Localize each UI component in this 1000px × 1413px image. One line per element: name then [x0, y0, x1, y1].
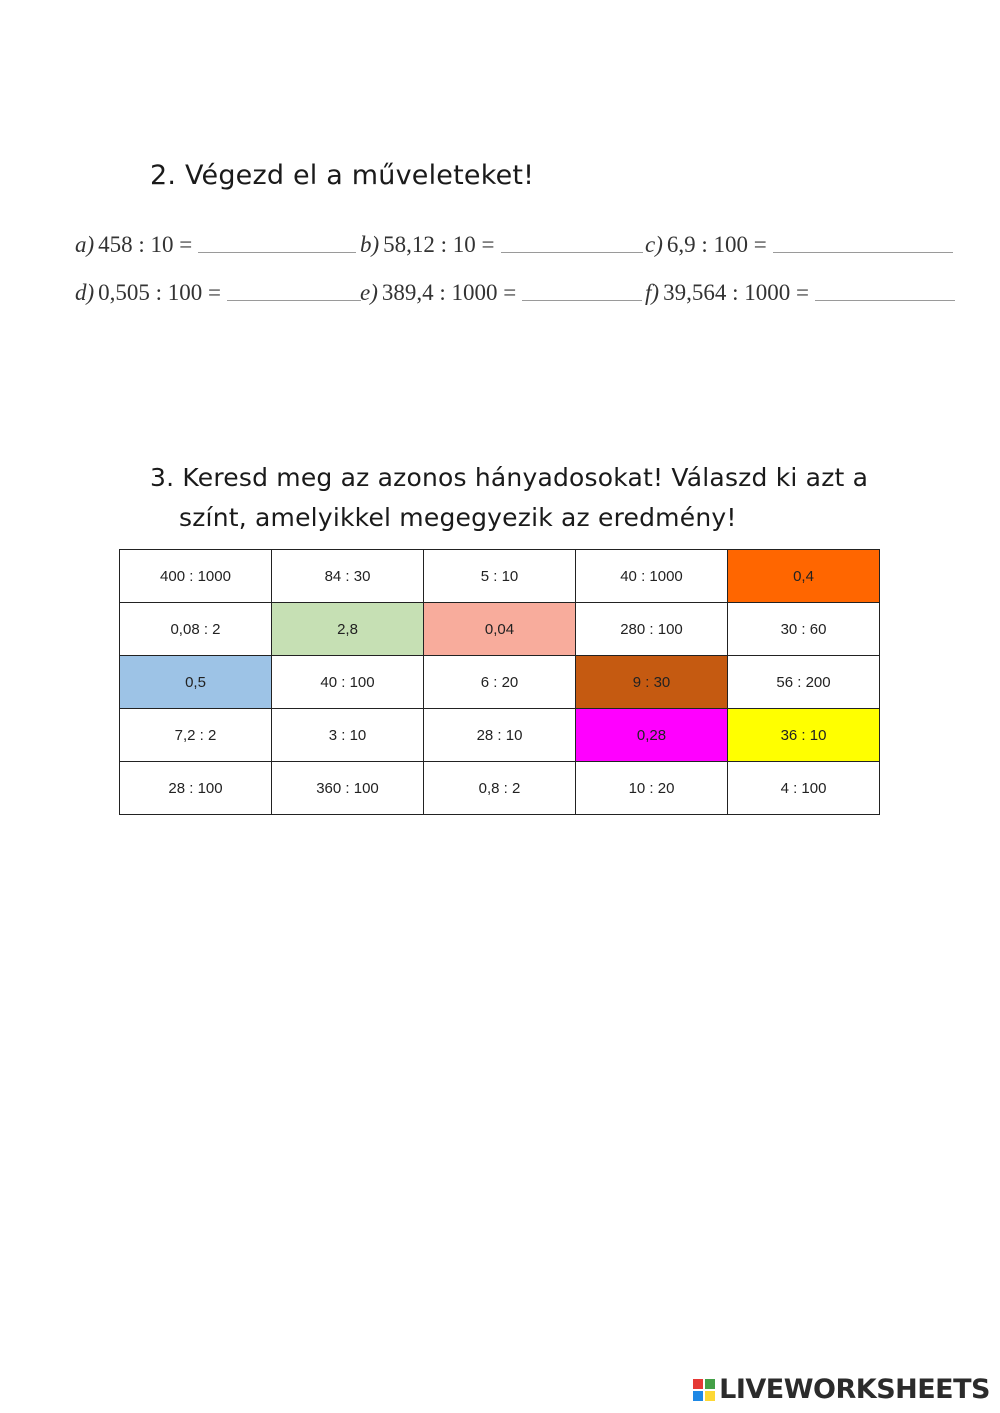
grid-cell[interactable]: 0,08 : 2: [120, 603, 272, 656]
exercise-expression: 0,505 : 100 =: [98, 280, 222, 305]
task-3-title-line-1: 3. Keresd meg az azonos hányadosokat! Válaszd ki azt a: [150, 463, 869, 492]
exercise-c: [645, 232, 953, 258]
task-3-title: [150, 458, 868, 538]
exercise-d: [75, 280, 361, 306]
grid-cell[interactable]: 0,28: [576, 709, 728, 762]
grid-cell[interactable]: 7,2 : 2: [120, 709, 272, 762]
grid-row: [120, 656, 880, 709]
answer-blank[interactable]: [773, 251, 953, 253]
exercise-label: f): [645, 280, 660, 305]
task-2-title: 2. Végezd el a műveleteket!: [150, 160, 535, 191]
grid-cell[interactable]: 40 : 1000: [576, 550, 728, 603]
grid-cell[interactable]: 4 : 100: [728, 762, 880, 815]
grid-row: [120, 709, 880, 762]
logo-square: [705, 1379, 715, 1389]
grid-cell[interactable]: 30 : 60: [728, 603, 880, 656]
grid-cell[interactable]: 0,8 : 2: [424, 762, 576, 815]
grid-cell[interactable]: 2,8: [272, 603, 424, 656]
grid-cell[interactable]: 280 : 100: [576, 603, 728, 656]
grid-cell[interactable]: 56 : 200: [728, 656, 880, 709]
grid-cell[interactable]: 28 : 100: [120, 762, 272, 815]
answer-blank[interactable]: [815, 299, 955, 301]
grid-cell[interactable]: 5 : 10: [424, 550, 576, 603]
grid-cell[interactable]: 28 : 10: [424, 709, 576, 762]
grid-cell[interactable]: 0,5: [120, 656, 272, 709]
exercise-a: [75, 232, 356, 258]
exercise-label: b): [360, 232, 380, 257]
exercise-label: d): [75, 280, 95, 305]
task-3-title-line-2: színt, amelyikkel megegyezik az eredmény!: [179, 503, 737, 532]
grid-cell[interactable]: 0,04: [424, 603, 576, 656]
exercise-label: e): [360, 280, 378, 305]
grid-cell[interactable]: 0,4: [728, 550, 880, 603]
grid-cell[interactable]: 36 : 10: [728, 709, 880, 762]
grid-cell[interactable]: 3 : 10: [272, 709, 424, 762]
grid-row: [120, 603, 880, 656]
grid-cell[interactable]: 10 : 20: [576, 762, 728, 815]
logo-square: [693, 1391, 703, 1401]
exercise-label: a): [75, 232, 95, 257]
logo-square: [705, 1391, 715, 1401]
exercise-label: c): [645, 232, 663, 257]
quotient-color-grid: [119, 549, 880, 815]
liveworksheets-logo-icon: [693, 1379, 715, 1401]
exercise-b: [360, 232, 643, 258]
grid-cell[interactable]: 40 : 100: [272, 656, 424, 709]
exercise-expression: 6,9 : 100 =: [666, 232, 767, 257]
exercise-expression: 39,564 : 1000 =: [663, 280, 809, 305]
liveworksheets-logo: [693, 1374, 990, 1405]
grid-cell[interactable]: 400 : 1000: [120, 550, 272, 603]
exercise-e: [360, 280, 642, 306]
answer-blank[interactable]: [227, 299, 361, 301]
answer-blank[interactable]: [522, 299, 642, 301]
exercise-f: [645, 280, 955, 306]
grid-cell[interactable]: 84 : 30: [272, 550, 424, 603]
grid-cell[interactable]: 360 : 100: [272, 762, 424, 815]
answer-blank[interactable]: [501, 251, 643, 253]
grid-row: [120, 550, 880, 603]
exercise-expression: 389,4 : 1000 =: [381, 280, 517, 305]
brand-name: LIVEWORKSHEETS: [719, 1374, 990, 1405]
exercise-expression: 458 : 10 =: [98, 232, 193, 257]
grid-cell[interactable]: 6 : 20: [424, 656, 576, 709]
answer-blank[interactable]: [198, 251, 356, 253]
logo-square: [693, 1379, 703, 1389]
grid-cell[interactable]: 9 : 30: [576, 656, 728, 709]
grid-row: [120, 762, 880, 815]
exercise-expression: 58,12 : 10 =: [383, 232, 495, 257]
